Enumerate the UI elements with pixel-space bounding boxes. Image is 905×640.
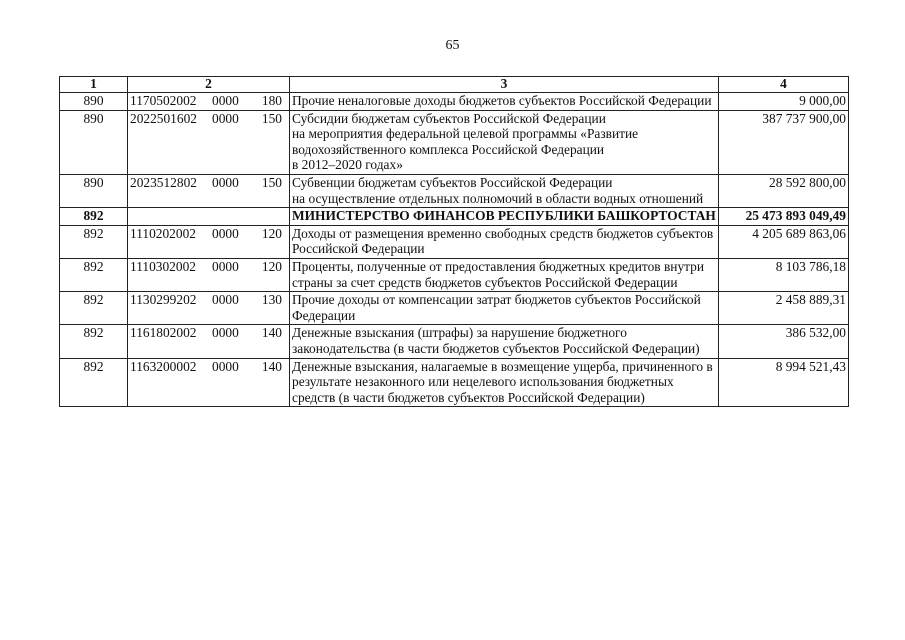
code-part-2: 0000 [212, 358, 239, 374]
revenue-name-cell: Прочие неналоговые доходы бюджетов субъектов Российской Федерации [290, 93, 719, 111]
code-part-1: 1130299202 [130, 292, 197, 308]
column-header-4: 4 [719, 77, 849, 93]
code-part-2: 0000 [212, 292, 239, 308]
code-part-1: 2023512802 [130, 174, 197, 190]
admin-code-cell: 892 [60, 325, 128, 358]
classification-code-cell [128, 174, 290, 207]
classification-code-cell [128, 258, 290, 291]
code-part-2: 0000 [212, 325, 239, 341]
table-row [60, 93, 849, 111]
code-part-2: 0000 [212, 258, 239, 274]
code-part-2: 0000 [212, 174, 239, 190]
amount-cell: 386 532,00 [719, 325, 849, 358]
table-row [60, 225, 849, 258]
revenue-table [59, 76, 849, 407]
table-row [60, 208, 849, 226]
revenue-name-cell: Субвенции бюджетам субъектов Российской Федерации на осуществление отдельных полномочий в области водных отношений [290, 174, 719, 207]
code-part-1: 1161802002 [130, 325, 197, 341]
table-header-row [60, 77, 849, 93]
revenue-name-cell: Денежные взыскания, налагаемые в возмещение ущерба, причиненного в результате незаконного или нецелевого использования бюджетных средств (в части бюджетов субъектов Российской Федерации) [290, 358, 719, 407]
code-part-1: 1110202002 [130, 225, 196, 241]
revenue-name-cell: Проценты, полученные от предоставления бюджетных кредитов внутри страны за счет средств бюджетов субъектов Российской Федерации [290, 258, 719, 291]
amount-cell: 9 000,00 [719, 93, 849, 111]
amount-cell: 8 103 786,18 [719, 258, 849, 291]
table-row [60, 174, 849, 207]
amount-cell: 25 473 893 049,49 [719, 208, 849, 226]
admin-code-cell: 890 [60, 174, 128, 207]
column-header-1: 1 [60, 77, 128, 93]
code-part-2: 0000 [212, 93, 239, 108]
revenue-name-cell: Прочие доходы от компенсации затрат бюджетов субъектов Российской Федерации [290, 292, 719, 325]
classification-code-cell [128, 93, 290, 111]
code-part-3: 150 [261, 174, 282, 190]
classification-code-cell [128, 110, 290, 174]
code-part-3: 140 [261, 358, 282, 374]
revenue-name-cell: Доходы от размещения временно свободных средств бюджетов субъектов Российской Федерации [290, 225, 719, 258]
classification-code-cell [128, 358, 290, 407]
admin-code-cell: 892 [60, 208, 128, 226]
classification-code-cell [128, 325, 290, 358]
page-number: 65 [445, 38, 460, 53]
code-part-1: 2022501602 [130, 110, 197, 126]
amount-cell: 387 737 900,00 [719, 110, 849, 174]
amount-cell: 2 458 889,31 [719, 292, 849, 325]
code-part-3: 180 [261, 93, 282, 108]
admin-code-cell: 890 [60, 93, 128, 111]
revenue-name-cell: Субсидии бюджетам субъектов Российской Федерации на мероприятия федеральной целевой программы «Развитие водохозяйственного комплекса Российской Федерации в 2012–2020 годах» [290, 110, 719, 174]
classification-code-cell [128, 225, 290, 258]
amount-cell: 4 205 689 863,06 [719, 225, 849, 258]
code-part-3: 150 [261, 110, 282, 126]
table-row [60, 110, 849, 174]
admin-code-cell: 892 [60, 258, 128, 291]
admin-code-cell: 890 [60, 110, 128, 174]
table-row [60, 325, 849, 358]
classification-code-cell [128, 208, 290, 226]
column-header-3: 3 [290, 77, 719, 93]
code-part-1: 1170502002 [130, 93, 197, 108]
code-part-2: 0000 [212, 225, 239, 241]
code-part-3: 130 [261, 292, 282, 308]
code-part-3: 120 [261, 225, 282, 241]
column-header-2: 2 [128, 77, 290, 93]
amount-cell: 8 994 521,43 [719, 358, 849, 407]
code-part-3: 140 [261, 325, 282, 341]
table-row [60, 258, 849, 291]
table-body [60, 93, 849, 407]
revenue-name-cell: МИНИСТЕРСТВО ФИНАНСОВ РЕСПУБЛИКИ БАШКОРТОСТАН [290, 208, 719, 226]
code-part-3: 120 [261, 258, 282, 274]
admin-code-cell: 892 [60, 358, 128, 407]
code-part-2: 0000 [212, 110, 239, 126]
code-part-1: 1163200002 [130, 358, 197, 374]
table-row [60, 292, 849, 325]
revenue-name-cell: Денежные взыскания (штрафы) за нарушение бюджетного законодательства (в части бюджетов субъектов Российской Федерации) [290, 325, 719, 358]
table-row [60, 358, 849, 407]
code-part-1: 1110302002 [130, 258, 196, 274]
admin-code-cell: 892 [60, 225, 128, 258]
classification-code-cell [128, 292, 290, 325]
admin-code-cell: 892 [60, 292, 128, 325]
amount-cell: 28 592 800,00 [719, 174, 849, 207]
